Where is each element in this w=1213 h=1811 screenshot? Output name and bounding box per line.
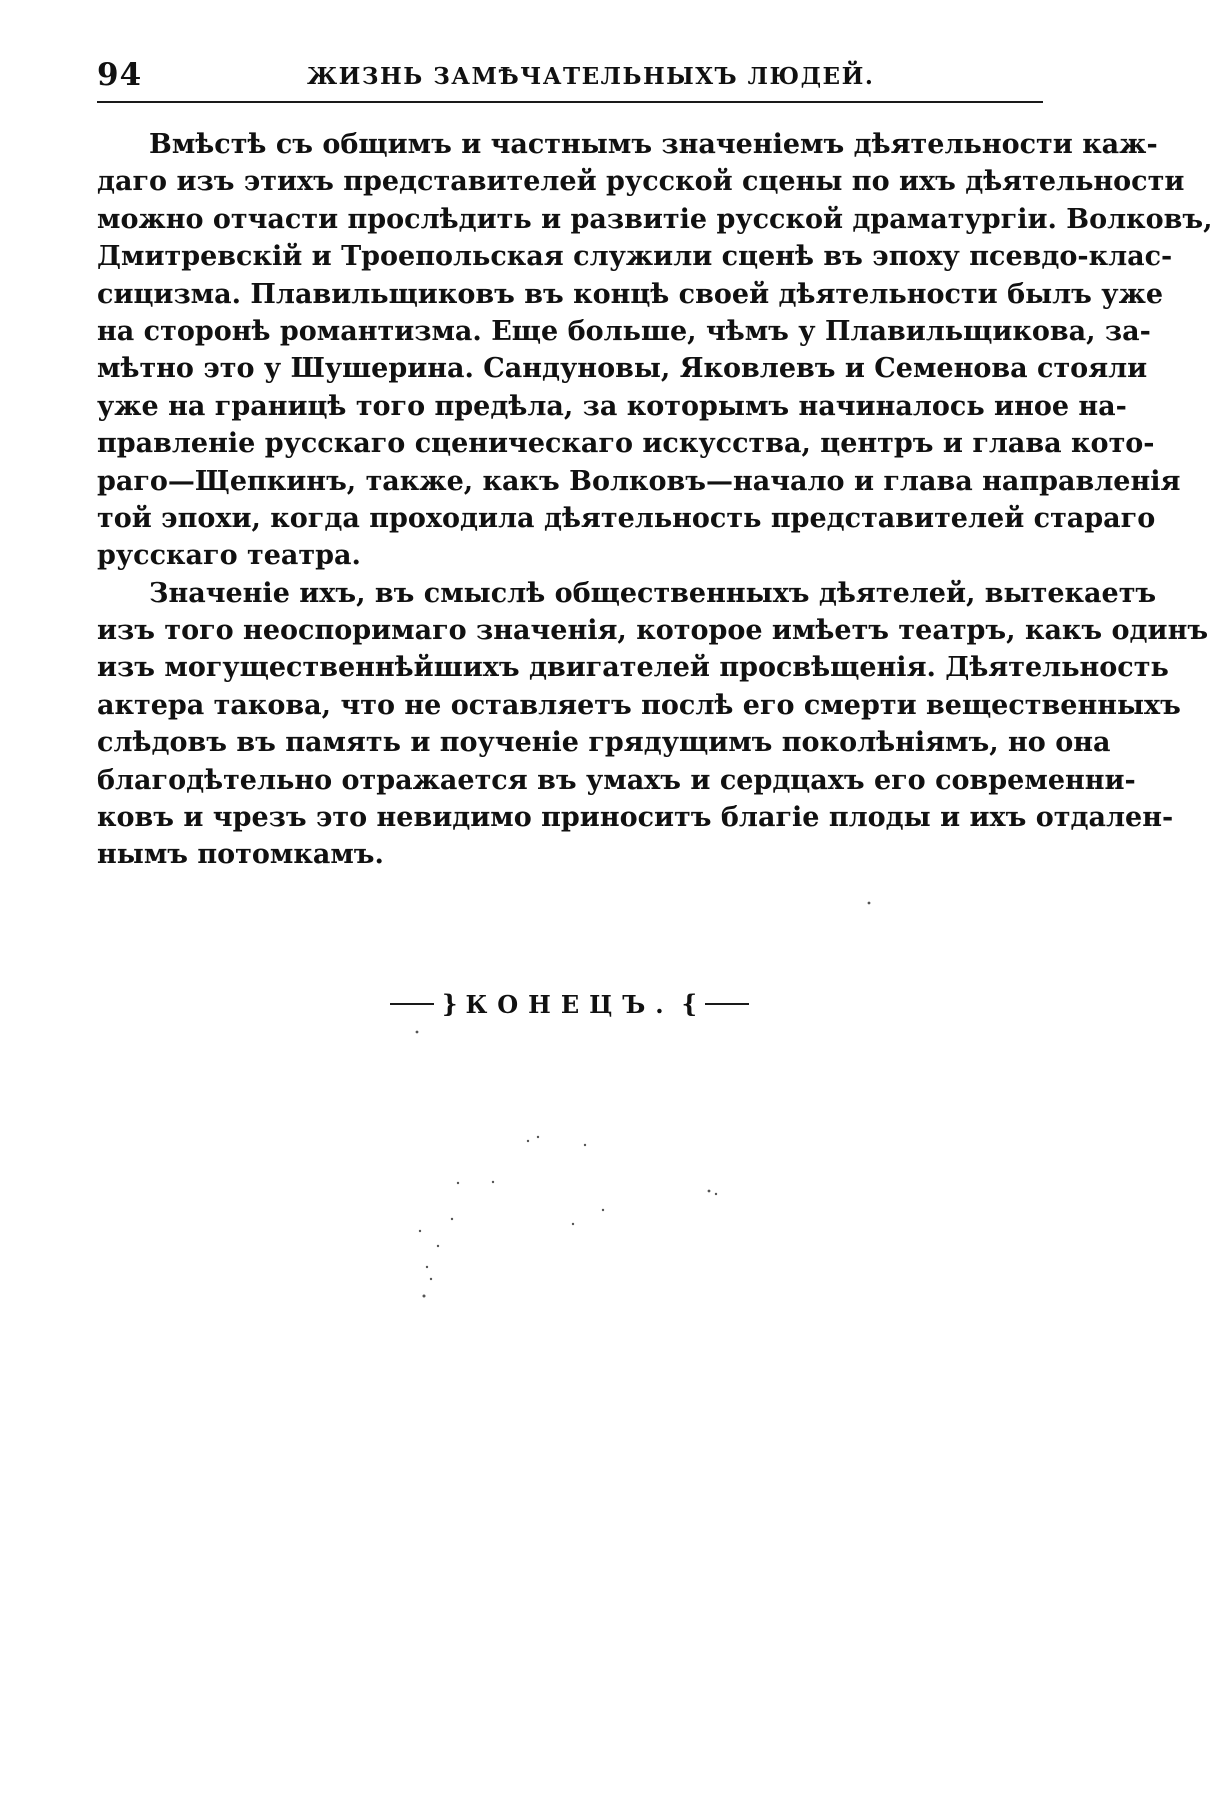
text-line: уже на границѣ того предѣла, за которымъ начиналось иное на- [97,390,1127,422]
text-line: той эпохи, когда проходила дѣятельность представителей стараго [97,502,1156,534]
text-line: на сторонѣ романтизма. Еще больше, чѣмъ у Плавильщикова, за- [97,315,1151,347]
text-line: Значеніе ихъ, въ смыслѣ общественныхъ дѣятелей, вытекаетъ [149,577,1157,609]
text-line: правленіе русскаго сценическаго искусства, центръ и глава кото- [97,428,1155,460]
text-line: слѣдовъ въ память и поученіе грядущимъ поколѣніямъ, но она [97,727,1111,759]
end-ornament [390,986,750,1022]
text-line: благодѣтельно отражается въ умахъ и сердцахъ его современни- [97,764,1136,796]
text-line: мѣтно это у Шушерина. Сандуновы, Яковлевъ и Семенова стояли [97,353,1148,385]
ornament-dash-left [390,1003,434,1005]
ornament-curl-left-icon: } [442,989,458,1018]
ornament-curl-right-icon: { [681,989,698,1018]
running-title: ЖИЗНЬ ЗАМѢЧАТЕЛЬНЫХЪ ЛЮДЕЙ. [307,63,875,90]
text-line: актера такова, что не оставляетъ послѣ его смерти вещественныхъ [97,689,1181,721]
end-title: КОНЕЦЪ. [465,989,674,1019]
page-header [97,55,1043,103]
text-line: изъ того неоспоримаго значенія, которое имѣетъ театръ, какъ одинъ [97,615,1209,647]
text-line: сицизма. Плавильщиковъ въ концѣ своей дѣятельности былъ уже [97,278,1164,310]
text-line: можно отчасти прослѣдить и развитіе русской драматургіи. Волковъ, [97,203,1213,235]
paragraph-1 [97,126,1213,575]
text-line: даго изъ этихъ представителей русской сцены по ихъ дѣятельности [97,166,1185,198]
text-line: ковъ и чрезъ это невидимо приноситъ благіе плоды и ихъ отдален- [97,802,1174,834]
ornament-dash-right [705,1003,749,1005]
text-line: нымъ потомкамъ. [97,839,384,871]
text-line: раго—Щепкинъ, также, какъ Волковъ—начало и глава направленія [97,465,1181,497]
page-number: 94 [97,57,143,93]
body-text [97,126,1213,874]
paragraph-2 [97,575,1209,874]
text-line: Дмитревскій и Троепольская служили сценѣ въ эпоху псевдо-клас- [97,241,1173,273]
text-line: русскаго театра. [97,540,361,572]
text-line: изъ могущественнѣйшихъ двигателей просвѣщенія. Дѣятельность [97,652,1169,684]
text-line: Вмѣстѣ съ общимъ и частнымъ значеніемъ дѣятельности каж- [149,129,1158,160]
